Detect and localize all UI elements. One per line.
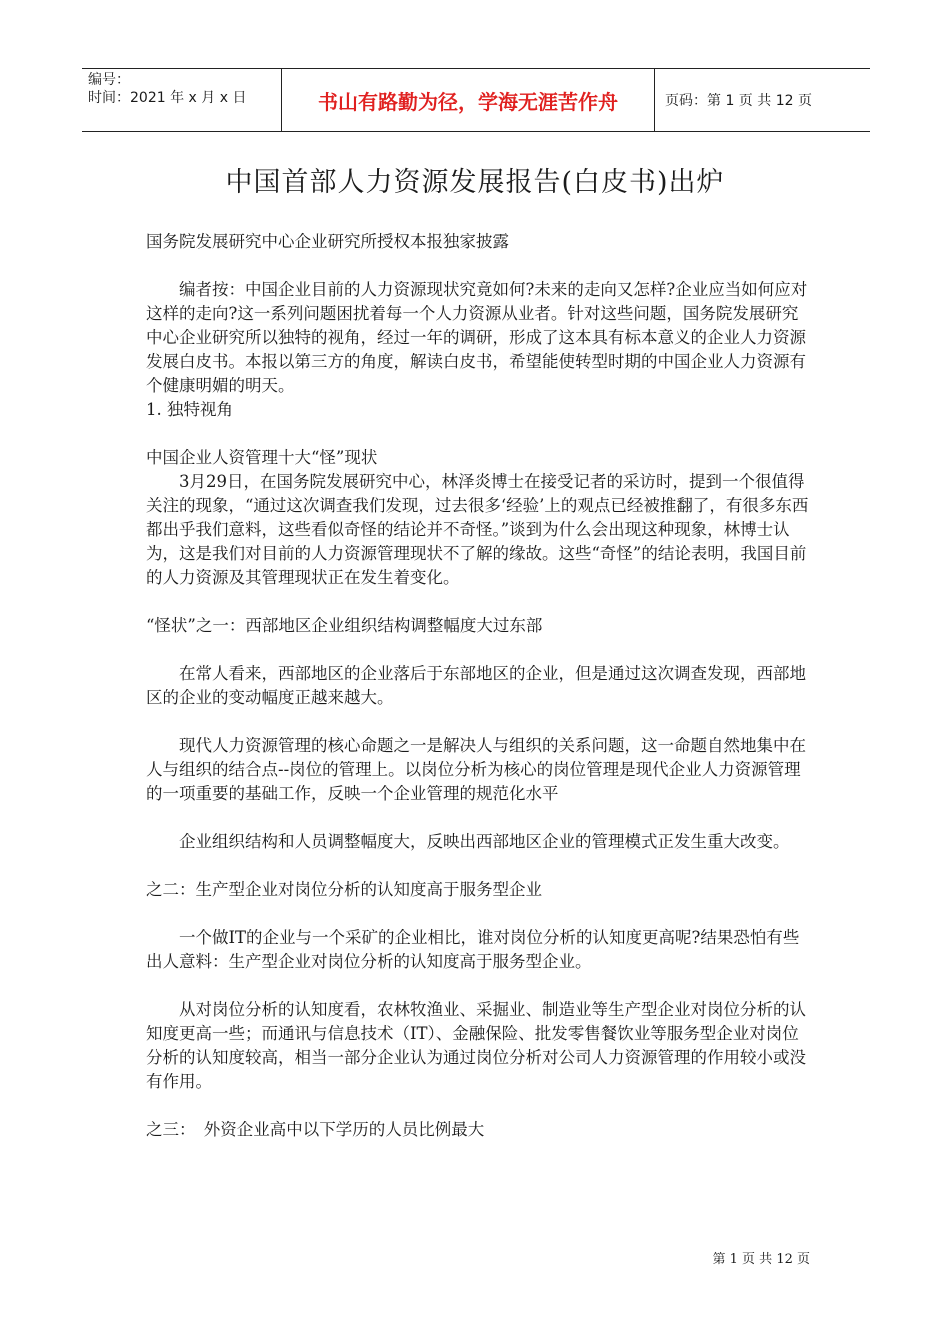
body-paragraph: 从对岗位分析的认知度看，农林牧渔业、采掘业、制造业等生产型企业对岗位分析的认知度更高一些；而通讯与信息技术（IT）、金融保险、批发零售餐饮业等服务型企业对岗位分析的认知度较高，相当一部分企业认为通过岗位分析对公司人力资源管理的作用较小或没有作用。 [146, 1000, 806, 1091]
body-paragraph: 现代人力资源管理的核心命题之一是解决人与组织的关系问题，这一命题自然地集中在人与组织的结合点--岗位的管理上。以岗位分析为核心的岗位管理是现代企业人力资源管理的一项重要的基础工作，反映一个企业管理的规范化水平 [146, 736, 806, 803]
page-footer: 第 1 页 共 12 页 [712, 1252, 810, 1267]
body-paragraph: 在常人看来，西部地区的企业落后于东部地区的企业，但是通过这次调查发现，西部地区的企业的变动幅度正越来越大。 [146, 664, 806, 707]
body-paragraph: 企业组织结构和人员调整幅度大，反映出西部地区企业的管理模式正发生重大改变。 [179, 832, 790, 851]
section-heading: 1. 独特视角 [146, 400, 233, 419]
subsection-heading: “怪状”之一：西部地区企业组织结构调整幅度大过东部 [146, 616, 543, 635]
page-header [82, 68, 870, 132]
header-page-info: 页码：第 1 页 共 12 页 [665, 93, 812, 109]
header-meta [82, 69, 282, 131]
subsection-heading: 之三： 外资企业高中以下学历的人员比例最大 [146, 1120, 485, 1139]
byline: 国务院发展研究中心企业研究所授权本报独家披露 [146, 232, 509, 251]
subsection-heading: 中国企业人资管理十大“怪”现状 [146, 448, 378, 467]
document-title: 中国首部人力资源发展报告(白皮书)出炉 [225, 167, 725, 198]
editor-note-paragraph: 编者按：中国企业目前的人力资源现状究竟如何?未来的走向又怎样?企业应当如何应对这样的走向?这一系列问题困扰着每一个人力资源从业者。针对这些问题，国务院发展研究中心企业研究所以独特的视角，经过一年的调研，形成了这本具有标本意义的企业人力资源发展白皮书。本报以第三方的角度，解读白皮书，希望能使转型时期的中国企业人力资源有个健康明媚的明天。 [146, 280, 808, 395]
document-date: 时间：2021 年 x 月 x 日 [88, 90, 247, 106]
header-motto: 书山有路勤为径，学海无涯苦作舟 [282, 69, 655, 131]
body-paragraph: 3月29日，在国务院发展研究中心，林泽炎博士在接受记者的采访时，提到一个很值得关注的现象，“通过这次调查我们发现，过去很多‘经验’上的观点已经被推翻了，有很多东西都出乎我们意料，这些看似奇怪的结论并不奇怪。”谈到为什么会出现这种现象，林博士认为，这是我们对目前的人力资源管理现状不了解的缘故。这些“奇怪”的结论表明，我国目前的人力资源及其管理现状正在发生着变化。 [146, 472, 809, 587]
document-number-label: 编号： [88, 72, 130, 88]
subsection-heading: 之二：生产型企业对岗位分析的认知度高于服务型企业 [146, 880, 542, 899]
document-body [146, 230, 811, 1142]
body-paragraph: 一个做IT的企业与一个采矿的企业相比，谁对岗位分析的认知度更高呢?结果恐怕有些出人意料：生产型企业对岗位分析的认知度高于服务型企业。 [146, 928, 800, 971]
